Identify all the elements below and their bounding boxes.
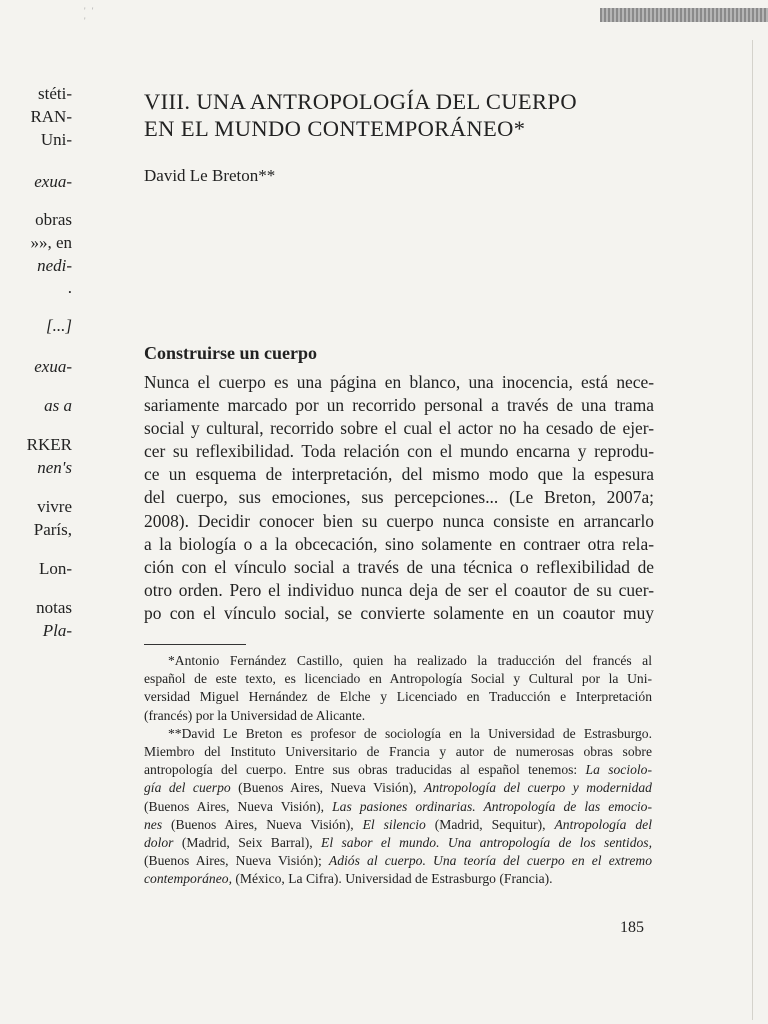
book-title: dolor [144,834,174,850]
footnote-text: (Madrid, Seix Barral), [173,834,322,850]
gutter-text: Lon- [38,559,72,578]
gutter-text: [...] [46,316,72,335]
chapter-title-line: VIII. UNA ANTROPOLOGÍA DEL CUERPO [144,89,577,114]
footnote-line: (francés) por la Universidad de Alicante. [144,707,366,723]
body-line: Nunca el cuerpo es una página en blanco, una inocencia, está nece- [144,372,654,392]
footnote-line [144,761,652,779]
gutter-text: Uni- [40,130,72,149]
body-paragraph [144,371,654,625]
body-line: ción con el vínculo social a través de una técnica o reflexibilidad de [144,556,654,577]
footnote-text: (Buenos Aires, Nueva Visión), [162,816,363,832]
footnote-line [144,870,652,888]
footnote-text: (Buenos Aires, Nueva Visión), [230,780,425,796]
book-title: contemporáneo, [144,871,232,887]
footnote-line: *Antonio Fernández Castillo, quien ha realizado la traducción del francés al [168,653,652,668]
gutter-text: París, [33,520,72,539]
book-title: El silencio [362,816,426,832]
body-line: sariamente marcado por un recorrido personal a través de una trama [144,395,654,416]
footnote-text: (Madrid, Sequitur), [425,816,555,832]
section-heading: Construirse un cuerpo [144,343,318,363]
gutter-text: notas [36,598,72,617]
footnote-line [144,816,652,834]
previous-page-fragment [0,0,72,1024]
body-line: ce un esquema de interpretación, del mismo modo que la espesura [144,464,654,485]
book-title: gía del cuerpo [144,780,231,796]
body-line: del cuerpo, sus emociones, sus percepciones... (Le Breton, 2007a; [144,487,654,508]
footnote-line: Miembro del Instituto Universitario de Francia y autor de numerosas obras sobre [144,743,652,759]
gutter-text: exua- [34,172,72,191]
body-line: cer su reflexibilidad. Toda relación con el mundo encarna y reprodu- [144,441,654,462]
page-edge-line [752,40,753,1020]
gutter-text: RAN- [30,107,72,126]
gutter-text: nen's [37,458,72,477]
body-line: social y cultural, recorrido sobre el cual el actor no ha cesado de ejer- [144,418,654,439]
body-line: otro orden. Pero el individuo nunca deja de ser el coautor de su cuer- [144,579,654,600]
chapter-title-line: EN EL MUNDO CONTEMPORÁNEO* [144,116,526,141]
gutter-text: . [67,278,72,297]
footnote-line [144,798,652,816]
gutter-text: as a [44,396,72,415]
book-title: nes [144,816,163,832]
footnote-line: español de este texto, es licenciado en Antropología Social y Cultural por la Uni- [144,671,652,687]
gutter-text: stéti- [38,84,72,103]
footnote-line: **David Le Breton es profesor de sociología en la Universidad de Estrasburgo. [168,725,652,741]
chapter-title [144,88,664,142]
gutter-text: vivre [37,497,72,516]
gutter-text: RKER [26,435,72,454]
scan-artifact-bar [600,8,768,22]
gutter-text: nedi- [37,256,72,275]
book-title: Adiós al cuerpo. Una teoría del cuerpo en el extremo [328,853,652,869]
footnote-text: (Buenos Aires, Nueva Visión), [144,798,333,814]
gutter-text: obras [35,210,72,229]
body-line: 2008). Decidir conocer bien su cuerpo nunca consiste en arrancarlo [144,510,654,531]
footnote-text: (Buenos Aires, Nueva Visión); [144,853,329,869]
footnote-line [144,779,652,797]
body-line: a la biología o a la obcecación, sino solamente en contraer otra rela- [144,533,654,554]
footnote-divider [144,644,246,645]
footnote-line [144,852,652,870]
footnote-text: (México, La Cifra). Universidad de Estrasburgo (Francia). [231,871,553,887]
gutter-text: Pla- [42,621,72,640]
book-title: Antropología del cuerpo y modernidad [424,780,652,796]
body-line: po con el vínculo social, se convierte solamente en un coautor muy [144,602,654,623]
page-number: 185 [620,919,644,936]
book-title: El sabor el mundo. Una antropología de los sentidos, [321,834,652,850]
gutter-text: »», en [30,233,72,252]
book-title: La sociolo- [585,762,652,778]
footnotes [144,652,652,888]
footnote-text: antropología del cuerpo. Entre sus obras traducidas al español tenemos: [144,762,586,778]
book-title: Las pasiones ordinarias. Antropología de las emocio- [332,798,652,814]
scan-artifact-mark: ' ' ' [84,6,96,26]
author-name: David Le Breton** [144,166,276,185]
footnote-line [144,834,652,852]
book-title: Antropología del [554,816,652,832]
footnote-line: versidad Miguel Hernández de Elche y Licenciado en Traducción e Interpretación [144,689,652,705]
gutter-text: exua- [34,357,72,376]
